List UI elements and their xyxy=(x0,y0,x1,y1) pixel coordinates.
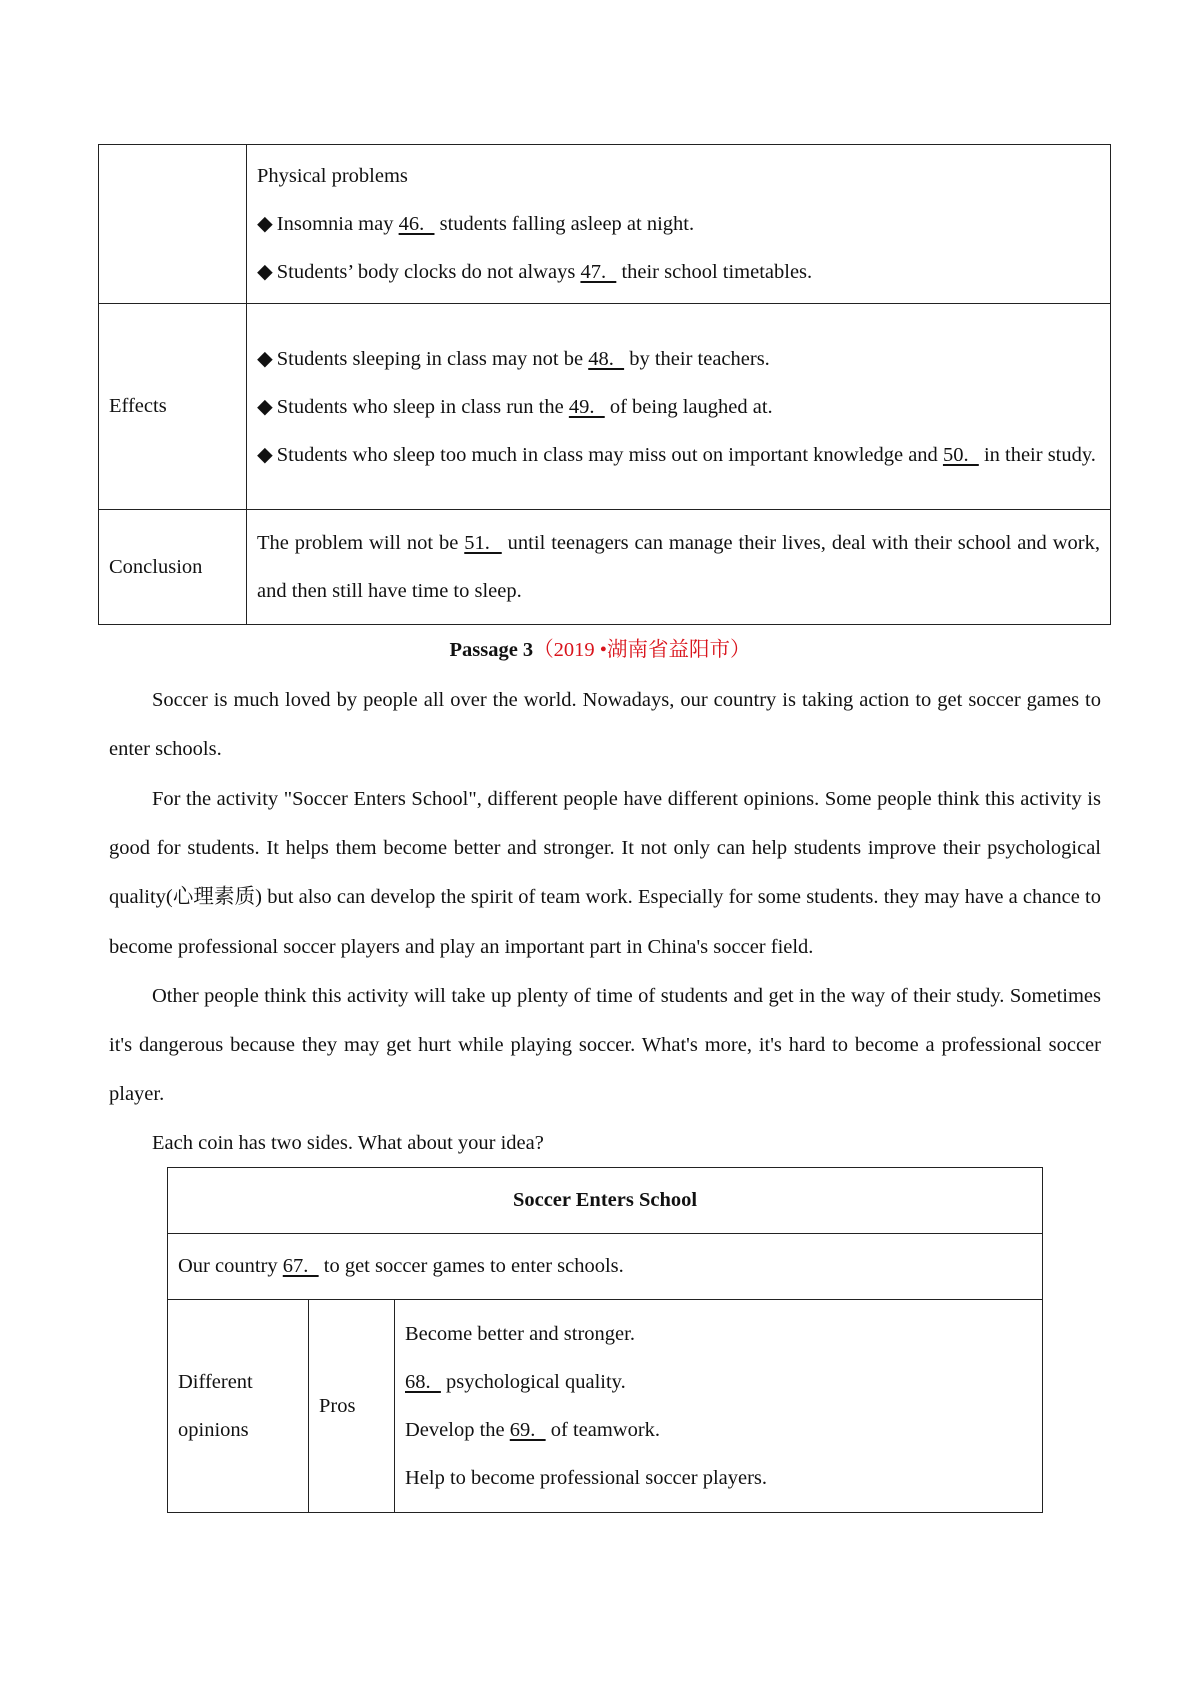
bullet-text: Students’ body clocks do not always xyxy=(276,261,581,283)
opinions-label xyxy=(168,1300,309,1513)
table-title-text: Soccer Enters School xyxy=(512,1189,698,1211)
row-heading: Physical problems xyxy=(257,165,408,187)
pros-item xyxy=(405,1358,1032,1406)
table-title xyxy=(168,1168,1043,1234)
answer-blank-67[interactable]: 67. xyxy=(282,1255,319,1277)
answer-blank-47[interactable]: 47. xyxy=(580,261,617,283)
pros-item: Become better and stronger. xyxy=(405,1323,635,1345)
soccer-enters-school-table xyxy=(167,1167,1043,1513)
answer-blank-68[interactable]: 68. xyxy=(405,1371,441,1393)
bullet-item xyxy=(257,248,1100,296)
bullet-item xyxy=(257,200,1100,248)
bullet-text: Students sleeping in class may not be xyxy=(276,347,589,370)
diamond-bullet-icon: ◆ xyxy=(257,261,273,283)
passage-source: （2019 •湖南省益阳市） xyxy=(533,639,751,661)
bullet-text: Students who sleep too much in class may miss out on important knowledge and xyxy=(276,443,943,466)
table-row xyxy=(99,510,1111,625)
bullet-text: Insomnia may xyxy=(276,213,399,235)
row-label-effects: Effects xyxy=(99,304,247,510)
answer-blank-46[interactable]: 46. xyxy=(398,213,435,235)
paragraph-2: For the activity "Soccer Enters School", different people have different opinions. Some people think this activity is good for students. It helps them become better and stronger. It not only can help students improve their psychological quality(心理素质) but also can develop the spirit of team work. Especially for some students. they may have a chance to become professional soccer players and play an important part in China's soccer field. xyxy=(109,788,1101,958)
table-row xyxy=(168,1300,1043,1513)
table-cell xyxy=(168,1234,1043,1300)
table-row xyxy=(168,1234,1043,1300)
diamond-bullet-icon: ◆ xyxy=(257,443,273,466)
pros-text: of teamwork. xyxy=(545,1419,661,1441)
conclusion-text xyxy=(257,519,1100,615)
row-label xyxy=(99,145,247,304)
pros-item xyxy=(405,1406,1032,1454)
row-label-conclusion: Conclusion xyxy=(99,510,247,625)
bullet-text: students falling asleep at night. xyxy=(434,213,695,235)
diamond-bullet-icon: ◆ xyxy=(257,213,273,235)
bullet-text: by their teachers. xyxy=(624,347,770,370)
table-row xyxy=(99,145,1111,304)
opinions-label-line: Different xyxy=(178,1371,253,1393)
passage-title xyxy=(0,630,1200,670)
bullet-item xyxy=(257,431,1100,479)
row-content xyxy=(247,145,1111,304)
table-row xyxy=(99,304,1111,510)
answer-blank-48[interactable]: 48. xyxy=(588,347,625,370)
diamond-bullet-icon: ◆ xyxy=(257,395,273,418)
table-row xyxy=(168,1168,1043,1234)
diamond-bullet-icon: ◆ xyxy=(257,347,273,370)
conclusion-post: until teenagers can manage their lives, deal with their school and work, and then still have time to sleep. xyxy=(257,532,1100,602)
bullet-text: their school timetables. xyxy=(616,261,813,283)
bullet-text: in their study. xyxy=(978,443,1096,466)
pros-label: Pros xyxy=(309,1300,395,1513)
pros-item: Help to become professional soccer players. xyxy=(405,1467,768,1489)
answer-blank-51[interactable]: 51. xyxy=(464,532,502,554)
opinions-label-line: opinions xyxy=(178,1419,249,1441)
passage-number: Passage 3 xyxy=(449,639,534,661)
paragraph-4: Each coin has two sides. What about your idea? xyxy=(152,1132,544,1154)
row-content xyxy=(247,304,1111,510)
answer-blank-69[interactable]: 69. xyxy=(509,1419,546,1441)
bullet-text: of being laughed at. xyxy=(604,395,773,418)
problems-effects-table xyxy=(98,144,1111,625)
paragraph-3: Other people think this activity will take up plenty of time of students and get in the way of their study. Sometimes it's dangerous because they may get hurt while playing soccer. What's more, it's hard to become a professional soccer player. xyxy=(109,985,1101,1106)
answer-blank-49[interactable]: 49. xyxy=(568,395,605,418)
cell-text: to get soccer games to enter schools. xyxy=(318,1255,624,1277)
bullet-item xyxy=(257,383,1100,431)
cell-text: Our country xyxy=(178,1255,283,1277)
pros-text: psychological quality. xyxy=(440,1371,626,1393)
conclusion-pre: The problem will not be xyxy=(257,532,465,554)
paragraph-1: Soccer is much loved by people all over the world. Nowadays, our country is taking action to get soccer games to enter schools. xyxy=(109,689,1101,761)
pros-content xyxy=(395,1300,1043,1513)
bullet-item xyxy=(257,335,1100,383)
pros-text: Develop the xyxy=(405,1419,510,1441)
bullet-text: Students who sleep in class run the xyxy=(276,395,569,418)
answer-blank-50[interactable]: 50. xyxy=(942,443,979,466)
row-content xyxy=(247,510,1111,625)
